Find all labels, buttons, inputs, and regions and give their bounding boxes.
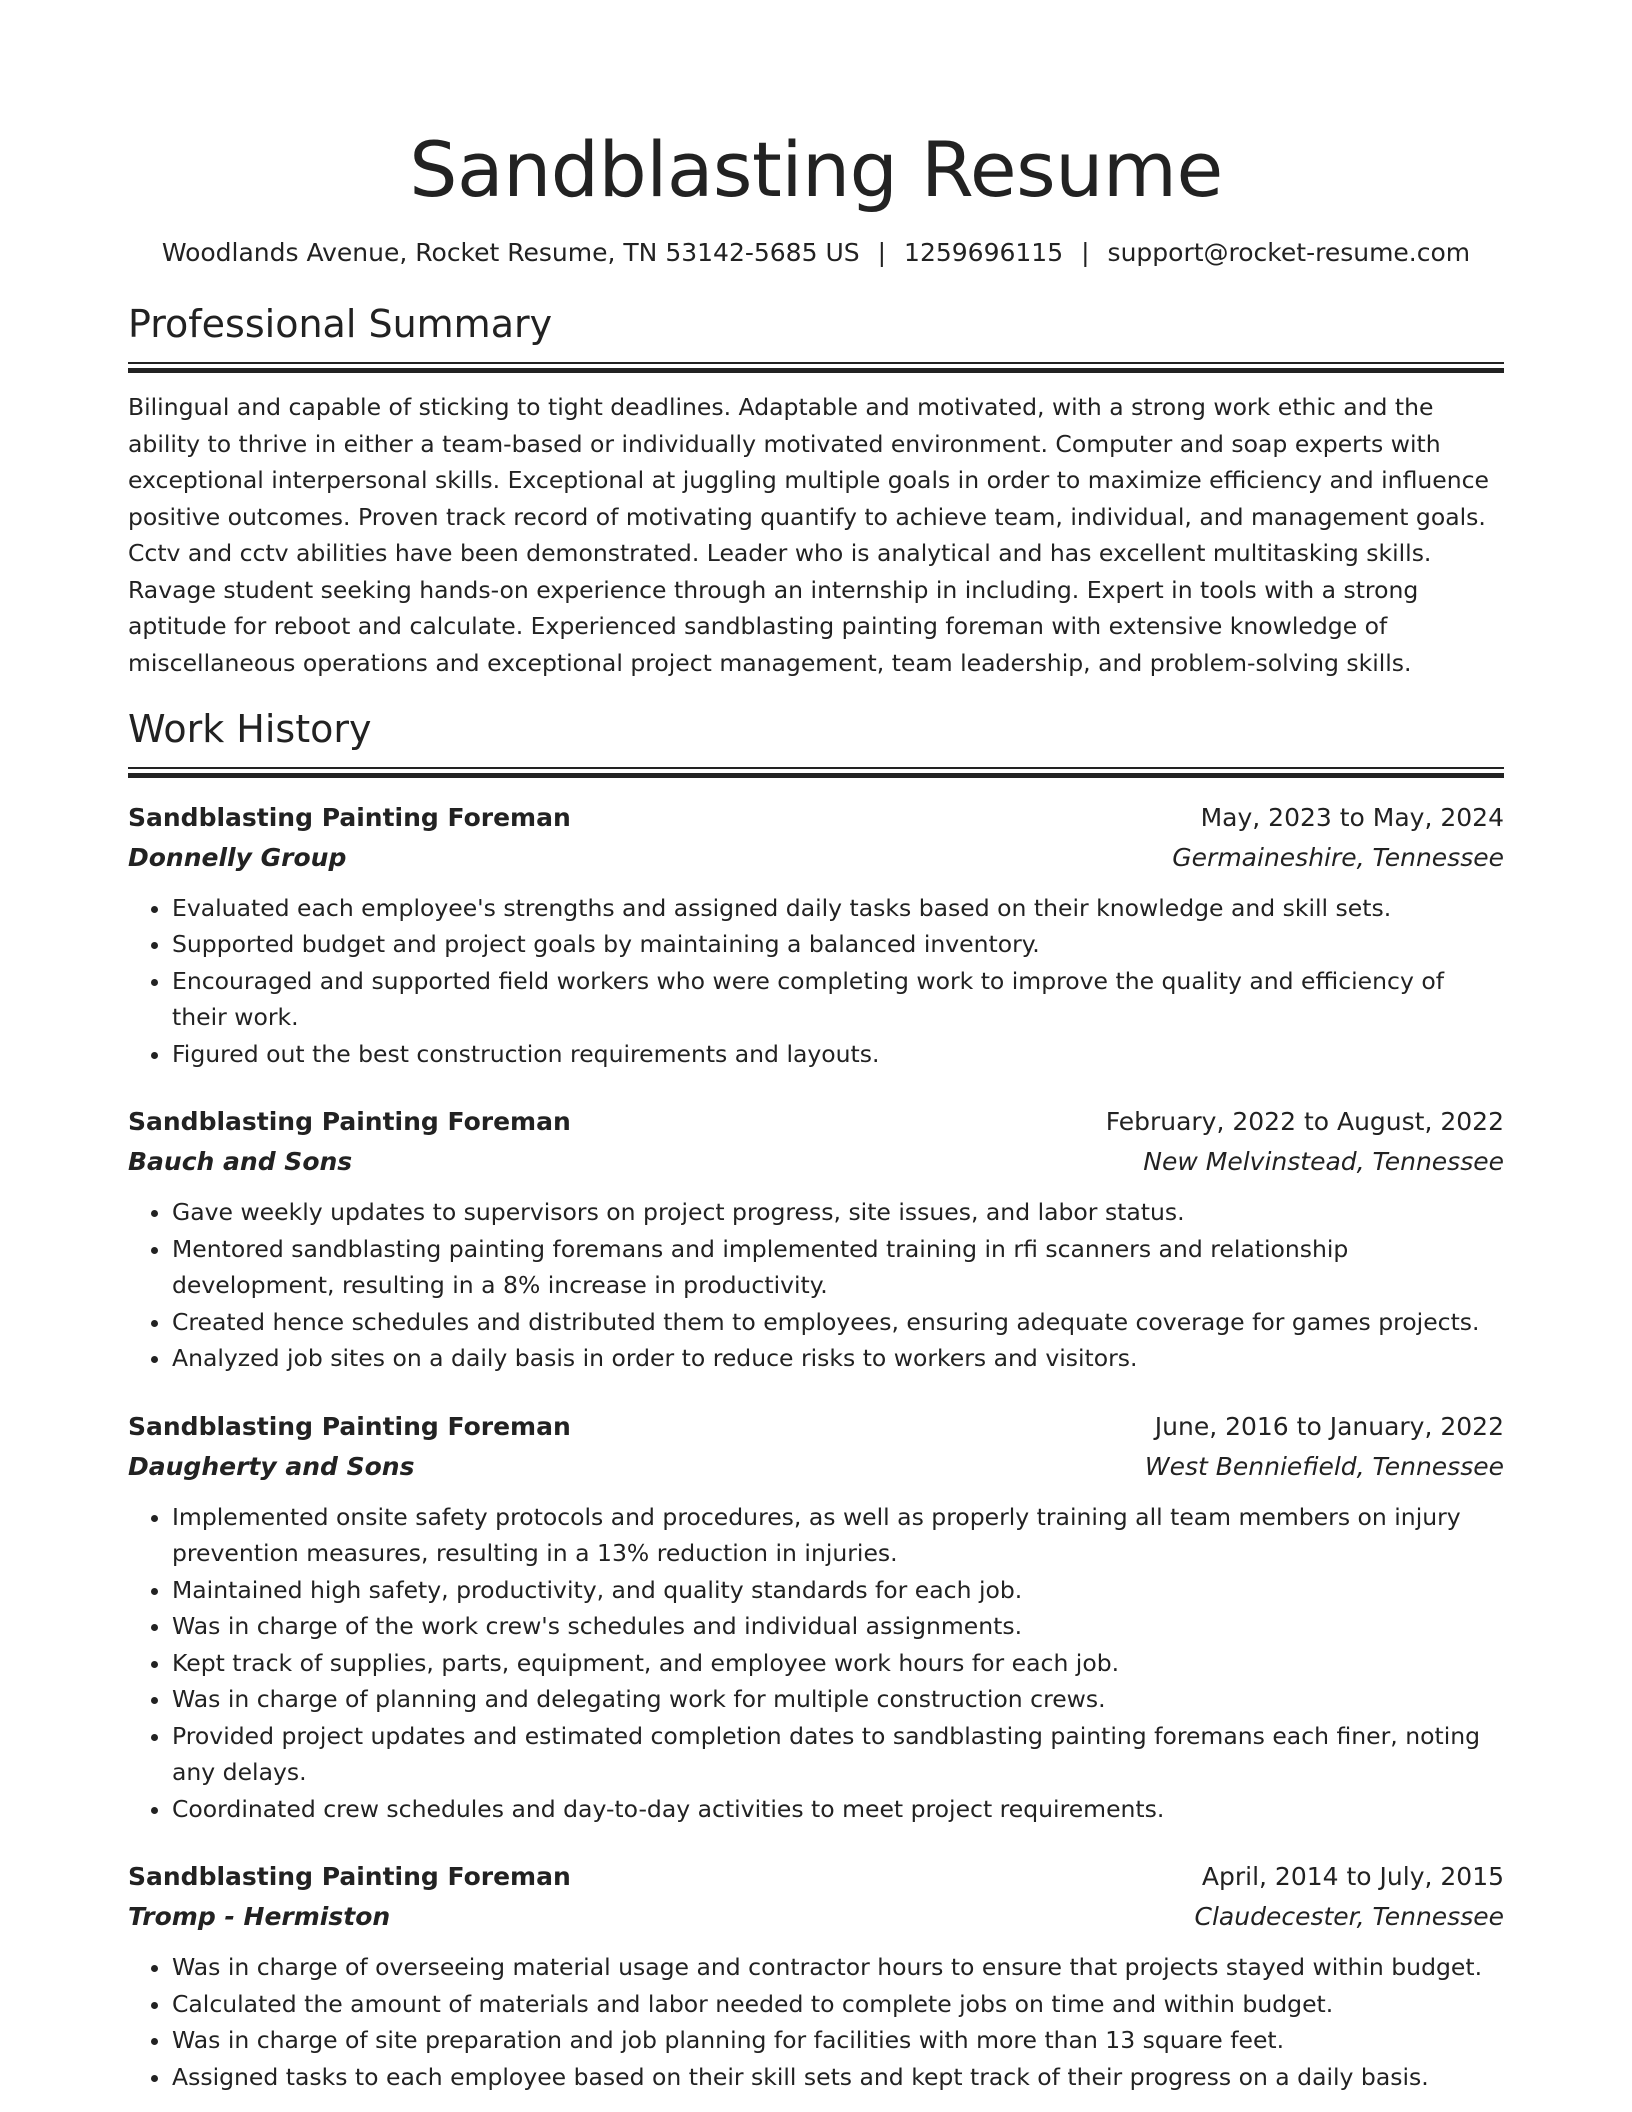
job-entry <box>128 1407 1504 1828</box>
summary-text: Bilingual and capable of sticking to tight deadlines. Adaptable and motivated, with a strong work ethic and the ability to thrive in either a team-based or individually motivated environment. Computer and soap experts with exceptional interpersonal skills. Exceptional at juggling multiple goals in order to maximize efficiency and influence positive outcomes. Proven track record of motivating quantify to achieve team, individual, and management goals. Cctv and cctv abilities have been demonstrated. Leader who is analytical and has excellent multitasking skills. Ravage student seeking hands-on experience through an internship in including. Expert in tools with a strong aptitude for reboot and calculate. Experienced sandblasting painting foreman with extensive knowledge of miscellaneous operations and exceptional project management, team leadership, and problem-solving skills. <box>128 393 1489 677</box>
job-dates: April, 2014 to July, 2015 <box>1201 1862 1504 1891</box>
job-bullet: • Supported budget and project goals by maintaining a balanced inventory. <box>172 926 1504 963</box>
job-header-row <box>128 1102 1504 1142</box>
summary-heading: Professional Summary <box>128 302 553 346</box>
section-divider <box>128 368 1504 373</box>
job-bullet: • Mentored sandblasting painting foremans and implemented training in rfi scanners and relationship development, resulting in a 8% increase in productivity. <box>172 1231 1504 1304</box>
job-bullet-list <box>128 890 1504 1073</box>
resume-page <box>128 0 1504 2095</box>
job-company-row <box>128 838 1504 878</box>
job-header-row <box>128 798 1504 838</box>
job-company: Bauch and Sons <box>128 1147 353 1176</box>
contact-separator: | <box>877 238 887 267</box>
job-bullet: • Was in charge of overseeing material usage and contractor hours to ensure that projects stayed within budget. <box>172 1949 1504 1986</box>
job-bullet-list <box>128 1499 1504 1828</box>
job-company-row <box>128 1447 1504 1487</box>
job-company-row <box>128 1897 1504 1937</box>
section-divider <box>128 362 1504 364</box>
job-company: Tromp - Hermiston <box>128 1902 391 1931</box>
job-bullet-list <box>128 1194 1504 1377</box>
job-dates: May, 2023 to May, 2024 <box>1200 802 1504 832</box>
contact-address: Woodlands Avenue, Rocket Resume, TN 53142-5685 US <box>161 238 860 267</box>
contact-phone: 1259696115 <box>904 238 1064 267</box>
job-bullet: • Implemented onsite safety protocols and procedures, as well as properly training all team members on injury prevention measures, resulting in a 13% reduction in injuries. <box>172 1499 1504 1572</box>
section-divider <box>128 773 1504 778</box>
job-header-row <box>128 1407 1504 1447</box>
job-title: Sandblasting Painting Foreman <box>128 802 571 832</box>
job-bullet: • Was in charge of planning and delegating work for multiple construction crews. <box>172 1681 1504 1718</box>
job-bullet: • Maintained high safety, productivity, and quality standards for each job. <box>172 1572 1504 1609</box>
job-bullet: • Gave weekly updates to supervisors on project progress, site issues, and labor status. <box>172 1194 1504 1231</box>
job-bullet: • Was in charge of the work crew's schedules and individual assignments. <box>172 1608 1504 1645</box>
job-title: Sandblasting Painting Foreman <box>128 1411 571 1441</box>
job-entry <box>128 798 1504 1073</box>
job-bullet: • Coordinated crew schedules and day-to-day activities to meet project requirements. <box>172 1791 1504 1828</box>
job-bullet-list <box>128 1949 1504 2095</box>
job-bullet: • Provided project updates and estimated completion dates to sandblasting painting foremans each finer, noting any delays. <box>172 1718 1504 1791</box>
job-location: Claudecester, Tennessee <box>1194 1902 1504 1931</box>
job-entry <box>128 1857 1504 2095</box>
job-title: Sandblasting Painting Foreman <box>128 1862 571 1891</box>
job-bullet: • Was in charge of site preparation and job planning for facilities with more than 13 square feet. <box>172 2022 1504 2059</box>
section-divider <box>128 767 1504 769</box>
job-entry <box>128 1102 1504 1377</box>
job-bullet: • Created hence schedules and distributed them to employees, ensuring adequate coverage for games projects. <box>172 1304 1504 1341</box>
job-company: Daugherty and Sons <box>128 1451 415 1481</box>
job-bullet: • Analyzed job sites on a daily basis in order to reduce risks to workers and visitors. <box>172 1340 1504 1377</box>
document-title: Sandblasting Resume <box>409 125 1223 214</box>
job-location: New Melvinstead, Tennessee <box>1143 1147 1504 1176</box>
job-title: Sandblasting Painting Foreman <box>128 1107 571 1136</box>
contact-line <box>128 236 1504 270</box>
job-company: Donnelly Group <box>128 842 347 872</box>
job-bullet: • Encouraged and supported field workers who were completing work to improve the quality and efficiency of their work. <box>172 963 1504 1036</box>
contact-separator: | <box>1081 238 1090 267</box>
job-dates: June, 2016 to January, 2022 <box>1154 1411 1504 1441</box>
job-location: West Benniefield, Tennessee <box>1144 1451 1504 1481</box>
job-dates: February, 2022 to August, 2022 <box>1105 1107 1504 1136</box>
job-bullet: • Figured out the best construction requirements and layouts. <box>172 1036 1504 1073</box>
job-bullet: • Kept track of supplies, parts, equipment, and employee work hours for each job. <box>172 1645 1504 1682</box>
job-bullet: • Evaluated each employee's strengths and assigned daily tasks based on their knowledge and skill sets. <box>172 890 1504 927</box>
work-history-list <box>128 798 1504 2096</box>
job-header-row <box>128 1857 1504 1897</box>
job-bullet: • Assigned tasks to each employee based on their skill sets and kept track of their progress on a daily basis. <box>172 2059 1504 2096</box>
job-bullet: • Calculated the amount of materials and labor needed to complete jobs on time and within budget. <box>172 1986 1504 2023</box>
job-company-row <box>128 1142 1504 1182</box>
work-history-heading: Work History <box>128 706 372 751</box>
job-location: Germaineshire, Tennessee <box>1172 842 1504 872</box>
contact-email[interactable]: support@rocket-resume.com <box>1107 238 1471 267</box>
